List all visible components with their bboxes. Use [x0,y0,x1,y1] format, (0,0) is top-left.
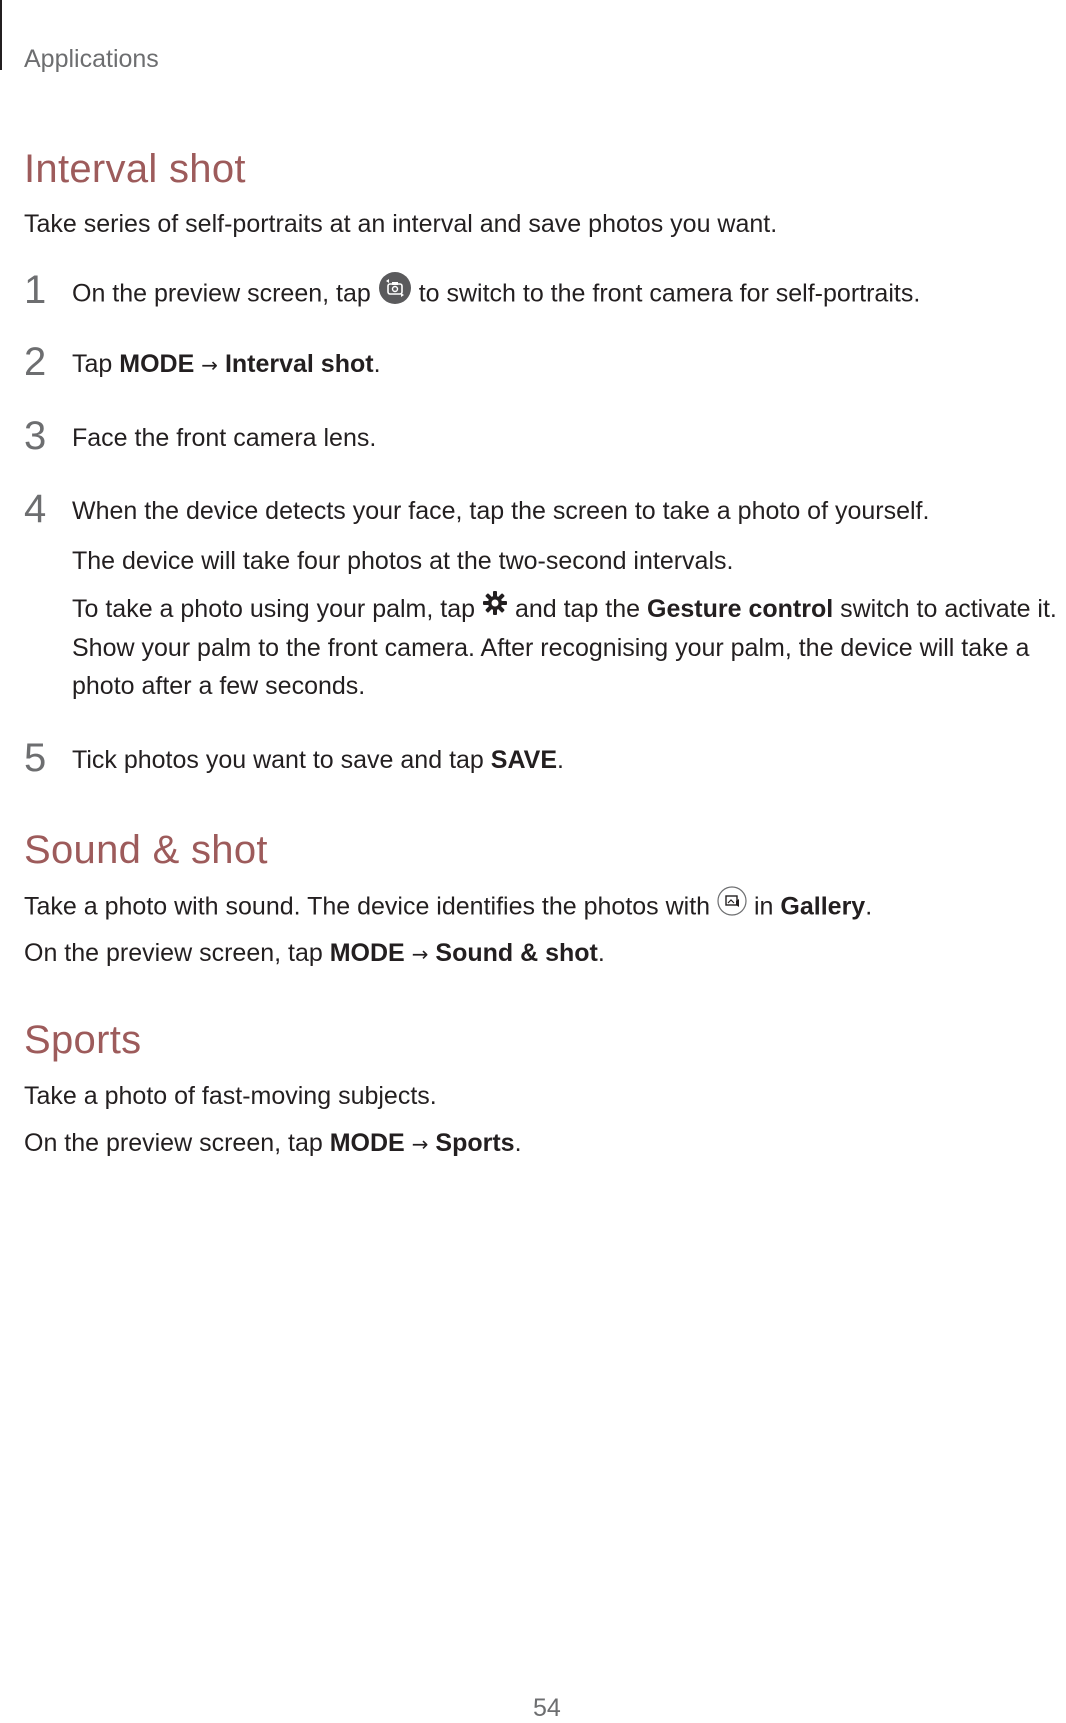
section-title-sound-shot: Sound & shot [24,828,268,872]
gesture-control-label: Gesture control [647,595,834,623]
sports-mode-label: MODE [329,1129,405,1157]
sound-line1-pre: Take a photo with sound. The device identifies the photos with [24,892,711,921]
step-5-text-post: . [557,746,564,774]
gesture-note-post: switch to activate it. Show your palm to the front camera. After recognising your palm, the device will take a photo after a few seconds. [72,595,1057,701]
step-2-text-post: . [373,350,381,378]
sound-line2-pre: On the preview screen, tap [24,939,323,967]
sound-line1-mid: in [754,892,774,921]
step-number-2: 2 [24,340,47,384]
step-number-4: 4 [24,487,47,531]
switch-camera-icon [378,271,412,315]
step-4-note-interval: The device will take four photos at the two-second intervals. [72,547,734,575]
arrow-icon: → [411,942,429,966]
arrow-icon: → [201,353,218,377]
sound-mode-label: MODE [329,939,405,967]
sound-line2-post: . [597,939,605,967]
step-4-note-gesture [72,590,1062,705]
step-5 [72,742,564,778]
sports-description: Take a photo of fast-moving subjects. [24,1082,437,1110]
step-2-mode-label: MODE [119,350,195,378]
gesture-note-pre: To take a photo using your palm, tap [72,595,476,623]
sound-shot-icon [717,886,747,926]
running-header: Applications [24,45,159,73]
arrow-icon: → [411,1132,429,1156]
gear-icon [482,589,508,627]
interval-intro: Take series of self-portraits at an interval and save photos you want. [24,210,778,238]
sports-line2-post: . [514,1129,522,1157]
step-3: Face the front camera lens. [72,424,377,452]
step-number-1: 1 [24,268,47,312]
sports-instruction [24,1125,522,1162]
sports-line2-pre: On the preview screen, tap [24,1129,323,1157]
step-number-3: 3 [24,414,47,458]
sound-shot-instruction [24,935,605,972]
sound-shot-mode-label: Sound & shot [435,939,598,967]
page-margin-rule [0,0,2,70]
step-2-interval-shot-label: Interval shot [224,350,374,378]
step-2 [72,346,381,383]
gesture-note-mid: and tap the [514,595,641,623]
step-1-text-pre: On the preview screen, tap [72,279,371,308]
step-4: When the device detects your face, tap the screen to take a photo of yourself. [72,497,930,525]
page-number: 54 [533,1694,561,1722]
sound-line1-post: . [865,892,873,921]
step-2-text-pre: Tap [72,350,113,378]
sound-shot-description [24,888,872,928]
step-number-5: 5 [24,736,47,780]
step-1-text-post: to switch to the front camera for self-portraits. [418,279,921,308]
gallery-label: Gallery [780,892,866,921]
section-title-interval-shot: Interval shot [24,147,246,191]
save-label: SAVE [490,746,558,774]
sports-mode-name-label: Sports [435,1129,515,1157]
step-5-text-pre: Tick photos you want to save and tap [72,746,484,774]
section-title-sports: Sports [24,1018,142,1062]
step-1 [72,273,920,317]
